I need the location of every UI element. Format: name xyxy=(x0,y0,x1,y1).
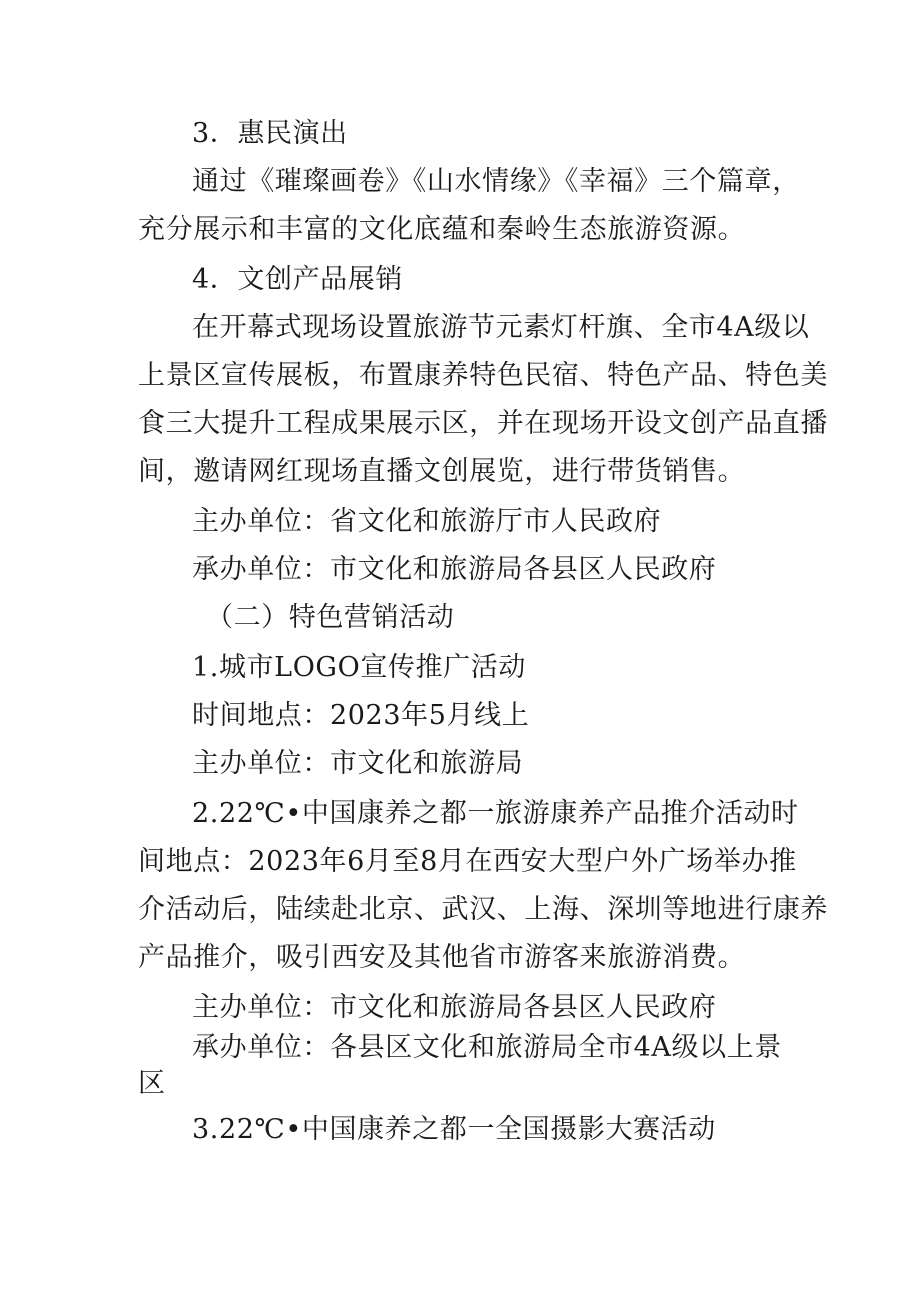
heading-product-promotion: 2.22℃•中国康养之都一旅游康养产品推介活动时 xyxy=(192,798,799,829)
time-location-line: 时间地点：2023年5月线上 xyxy=(192,700,530,731)
paragraph-line: 在开幕式现场设置旅游节元素灯杆旗、全市4A级以 xyxy=(192,312,810,343)
co-organizer-line: 承办单位：市文化和旅游局各县区人民政府 xyxy=(192,554,717,585)
paragraph-line: 上景区宣传展板，布置康养特色民宿、特色产品、特色美 xyxy=(138,360,828,391)
paragraph-line: 产品推介，吸引西安及其他省市游客来旅游消费。 xyxy=(138,942,746,973)
paragraph-line: 间地点：2023年6月至8月在西安大型户外广场举办推 xyxy=(138,846,797,877)
paragraph-line: 充分展示和丰富的文化底蕴和秦岭生态旅游资源。 xyxy=(138,214,746,245)
heading-photo-contest: 3.22℃•中国康养之都一全国摄影大赛活动 xyxy=(192,1114,716,1145)
heading-logo-campaign: 1.城市LOGO宣传推广活动 xyxy=(192,652,526,683)
paragraph-line: 食三大提升工程成果展示区，并在现场开设文创产品直播 xyxy=(138,408,828,439)
heading-performance: 3．惠民演出 xyxy=(192,118,348,149)
paragraph-line: 通过《璀璨画卷》《山水情缘》《幸福》三个篇章， xyxy=(192,166,800,197)
section-heading-marketing: （二）特色营销活动 xyxy=(206,602,455,633)
paragraph-line: 介活动后，陆续赴北京、武汉、上海、深圳等地进行康养 xyxy=(138,894,828,925)
organizer-line: 主办单位：市文化和旅游局各县区人民政府 xyxy=(192,992,717,1023)
heading-cultural-products: 4．文创产品展销 xyxy=(192,264,403,295)
paragraph-line: 区 xyxy=(138,1068,166,1099)
paragraph-line: 间，邀请网红现场直播文创展览，进行带货销售。 xyxy=(138,456,746,487)
organizer-line: 主办单位：市文化和旅游局 xyxy=(192,748,524,779)
co-organizer-line: 承办单位：各县区文化和旅游局全市4A级以上景 xyxy=(192,1032,782,1063)
organizer-line: 主办单位：省文化和旅游厅市人民政府 xyxy=(192,506,662,537)
